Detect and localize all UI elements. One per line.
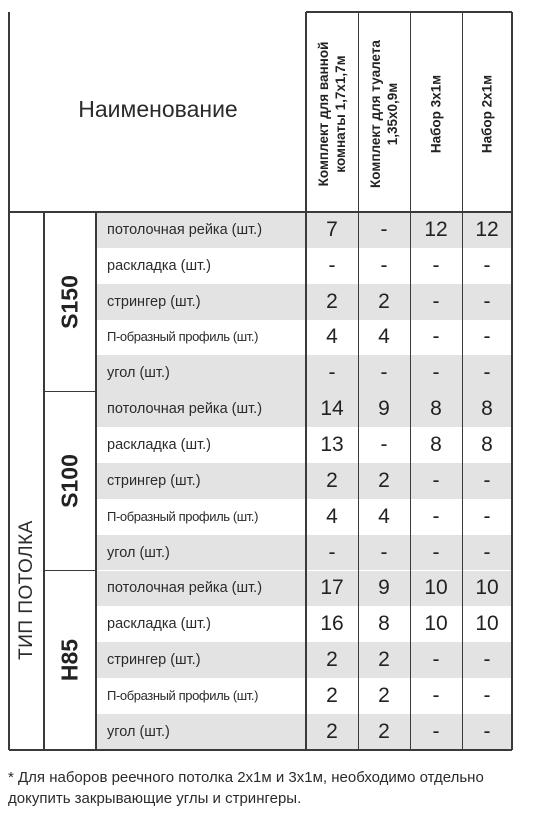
column-header-line: Комплект для туалета [368,40,383,188]
item-name: угол (шт.) [107,723,170,740]
value-cell: 16 [320,612,344,636]
left-border [8,12,10,750]
item-name: П-образный профиль (шт.) [107,508,259,524]
group-separator [44,570,96,571]
value-cell: 8 [430,397,442,421]
item-name: П-образный профиль (шт.) [107,687,259,703]
value-cell: - [483,289,491,313]
item-name: раскладка (шт.) [107,616,211,633]
value-cell: - [432,540,440,564]
table-bottom-line [9,749,512,751]
column-header [479,75,496,153]
value-cell: - [432,683,440,707]
value-cell: - [483,648,491,672]
value-cell: - [328,253,336,277]
group-divider [95,212,96,750]
value-cell: - [483,468,491,492]
value-cell: - [483,504,491,528]
value-cell: 4 [378,325,390,349]
value-cell: - [432,325,440,349]
item-name: угол (шт.) [107,544,170,561]
value-cell: 4 [378,504,390,528]
column-header-line: комнаты 1,7х1,7м [333,55,348,173]
value-cell: 4 [326,504,338,528]
value-cell: 2 [326,719,338,743]
value-cell: - [380,540,388,564]
value-cell: - [432,648,440,672]
value-cell: 8 [481,397,493,421]
group-label: S100 [56,454,83,508]
column-header-line: Набор 2х1м [479,74,495,154]
value-cell: 13 [320,433,344,457]
item-name: П-образный профиль (шт.) [107,329,259,345]
value-cell: - [380,433,388,457]
value-cell: - [432,719,440,743]
value-cell: 10 [475,612,499,636]
value-cell: - [483,540,491,564]
value-cell: - [328,361,336,385]
item-name: стрингер (шт.) [107,293,201,310]
value-cell: 2 [378,683,390,707]
value-cell: 10 [424,576,448,600]
value-cell: 8 [378,612,390,636]
value-cell: 14 [320,397,344,421]
column-header-line: Набор 3х1м [428,74,444,154]
value-cell: 8 [430,433,442,457]
value-cell: 9 [378,576,390,600]
value-cell: 2 [326,289,338,313]
value-cell: - [432,468,440,492]
value-cell: - [483,253,491,277]
column-header [315,42,349,187]
value-cell: 2 [378,648,390,672]
ceiling-type-label: ТИП ПОТОЛКА [16,520,37,660]
value-cell: 2 [378,468,390,492]
value-cell: 2 [326,648,338,672]
value-cell: - [483,719,491,743]
value-cell: 10 [475,576,499,600]
value-cell: - [483,361,491,385]
footnote: * Для наборов реечного потолка 2х1м и 3х1м, необходимо отдельно докупить закрывающие углы и стрингеры. [8,768,484,807]
value-cell: 12 [475,217,499,241]
header-bottom-line [9,211,512,213]
value-cell: - [380,361,388,385]
item-name: потолочная рейка (шт.) [107,580,263,597]
item-name: потолочная рейка (шт.) [107,401,263,418]
value-cell: 2 [326,683,338,707]
value-cell: 12 [424,217,448,241]
group-separator [44,391,96,392]
value-cell: - [380,253,388,277]
group-label: H85 [56,639,83,682]
item-name: стрингер (шт.) [107,652,201,669]
value-cell: 7 [326,217,338,241]
value-cell: 2 [378,719,390,743]
column-header [367,40,401,188]
item-name: раскладка (шт.) [107,257,211,274]
item-name: раскладка (шт.) [107,437,211,454]
value-cell: 2 [378,289,390,313]
item-name: стрингер (шт.) [107,472,201,489]
value-cell: 8 [481,433,493,457]
value-cell: - [432,504,440,528]
value-cell: - [483,683,491,707]
item-name: потолочная рейка (шт.) [107,221,263,238]
name-header: Наименование [78,96,238,122]
value-cell: 10 [424,612,448,636]
value-cell: 17 [320,576,344,600]
value-cell: - [432,289,440,313]
group-label: S150 [56,274,83,329]
column-header-line: Комплект для ванной [316,41,331,187]
item-name: угол (шт.) [107,365,170,382]
value-cell: - [380,217,388,241]
value-cell: - [328,540,336,564]
value-cell: - [432,361,440,385]
type-divider [43,212,44,750]
value-cell: 2 [326,468,338,492]
value-cell: - [432,253,440,277]
column-header-line: 1,35х0,9м [385,82,400,146]
column-header [428,75,445,153]
value-cell: 4 [326,325,338,349]
value-cell: 9 [378,397,390,421]
value-cell: - [483,325,491,349]
